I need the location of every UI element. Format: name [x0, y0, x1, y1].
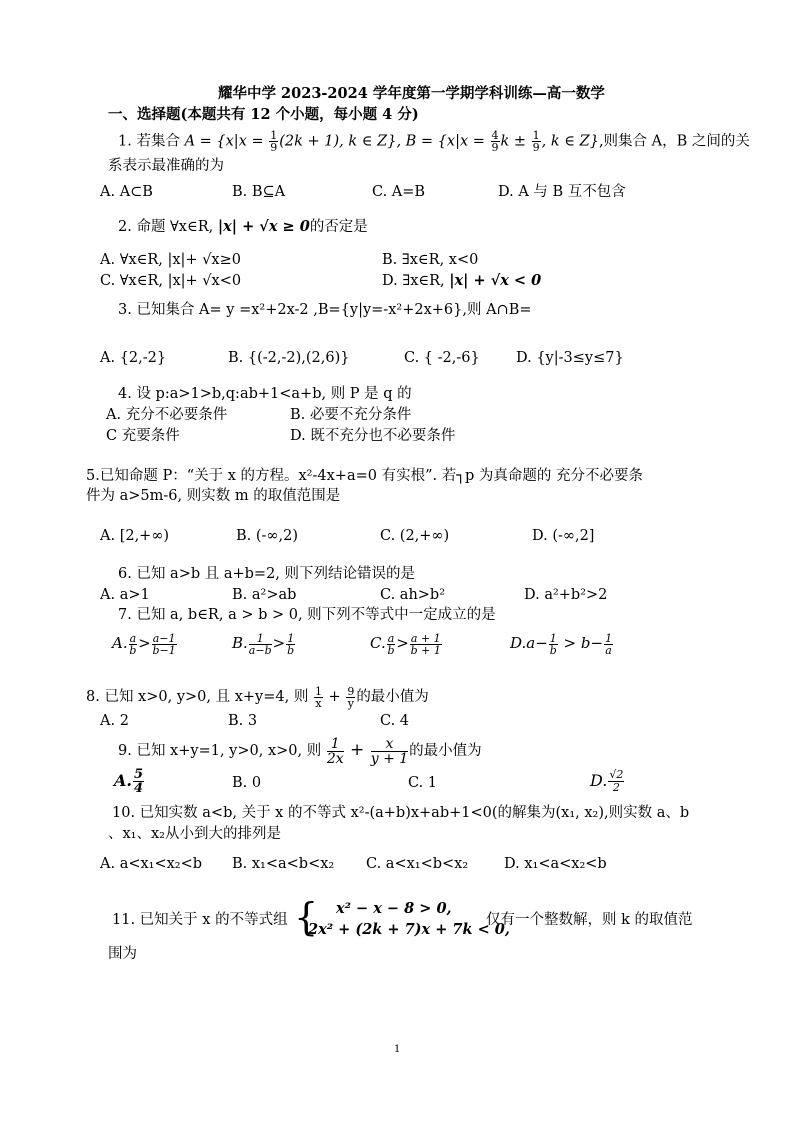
q9-option-a: A. $\frac{5}{4}$	[114, 767, 144, 796]
q5-option-d: D. (-∞,2]	[532, 528, 595, 544]
question-1-line2: 系表示最准确的为	[108, 158, 224, 174]
section-heading: 一、选择题(本题共有 12 个小题，每小题 4 分)	[108, 106, 419, 123]
q3-option-c: C. { -2,-6}	[404, 350, 480, 366]
question-8: 8. 已知 x>0, y>0, 且 x+y=4, 则 $\frac{1}{x}$ + $\frac{9}{y}$ 的最小值为	[86, 684, 429, 710]
q10-option-d: D. x₁<a<x₂<b	[504, 856, 607, 872]
q8-option-a: A. 2	[100, 713, 129, 729]
q3-option-b: B. {(-2,-2),(2,6)}	[228, 350, 350, 366]
q2-option-b: B. ∃x∈R, x<0	[382, 252, 479, 268]
q4-option-a: A. 充分不必要条件	[106, 407, 228, 423]
question-3: 3. 已知集合 A= y =x²+2x-2 ,B={y|y=-x²+2x+6},则 A∩B=	[118, 302, 532, 318]
q5-option-c: C. (2,+∞)	[380, 528, 450, 544]
q9-option-b: B. 0	[232, 775, 262, 791]
q6-option-a: A. a>1	[100, 587, 150, 603]
question-2: 2. 命题 ∀x∈R, |x| + √x ≥ 0的否定是	[118, 218, 368, 235]
question-5: 5.已知命题 P：“关于 x 的方程。x²-4x+a=0 有实根”. 若┐p 为真命题的 充分不必要条	[86, 468, 643, 484]
question-11-line2: 围为	[108, 946, 137, 962]
question-9: 9. 已知 x+y=1, y>0, x>0, 则 $\frac{1}{2x}$ + $\frac{x}{y + 1}$ 的最小值为	[118, 735, 482, 767]
q8-option-c: C. 4	[380, 713, 410, 729]
q5-option-b: B. (-∞,2)	[236, 528, 299, 544]
question-1: 1. 若集合 A = {x|x = $\frac{1}{9}$ (2k + 1), k ∈ Z}, B = {x|x = $\frac{4}{9}$ k ± $\frac{1}{9}$ , k ∈ Z},则集合 A，B 之间的关	[118, 129, 750, 154]
q4-option-d: D. 既不充分也不必要条件	[290, 428, 456, 444]
question-11: 11. 已知关于 x 的不等式组	[112, 912, 288, 928]
q3-option-d: D. {y|-3≤y≤7}	[516, 350, 624, 366]
q8-option-b: B. 3	[228, 713, 258, 729]
system-brace: {	[294, 895, 319, 939]
q1-option-c: C. A=B	[372, 184, 426, 200]
q11-inequality-1: x² − x − 8 > 0,	[336, 900, 452, 917]
q6-option-b: B. a²>ab	[232, 587, 297, 603]
question-4: 4. 设 p:a>1>b,q:ab+1<a+b, 则 P 是 q 的	[118, 386, 412, 402]
question-7: 7. 已知 a, b∈R, a > b > 0, 则下列不等式中一定成立的是	[118, 607, 496, 623]
q2-option-d: D. ∃x∈R, |x| + √x < 0	[382, 272, 542, 289]
q6-option-c: C. ah>b²	[380, 587, 446, 603]
q4-option-b: B. 必要不充分条件	[290, 407, 412, 423]
question-10: 10. 已知实数 a<b, 关于 x 的不等式 x²-(a+b)x+ab+1<0(的解集为(x₁, x₂),则实数 a、b	[112, 805, 690, 821]
q10-option-c: C. a<x₁<b<x₂	[366, 856, 469, 872]
q7-option-c: C. $\frac{a}{b}$ > $\frac{a + 1}{b + 1}$	[370, 631, 441, 657]
q7-option-b: B. $\frac{1}{a-b}$ > $\frac{1}{b}$	[232, 631, 295, 657]
question-6: 6. 已知 a>b 且 a+b=2, 则下列结论错误的是	[118, 566, 416, 582]
q5-option-a: A. [2,+∞)	[100, 528, 170, 544]
q10-option-a: A. a<x₁<x₂<b	[100, 856, 203, 872]
question-5-line2: 件为 a>5m-6, 则实数 m 的取值范围是	[86, 488, 341, 504]
q11-inequality-2: 2x² + (2k + 7)x + 7k < 0,	[308, 921, 510, 938]
question-11-tail: 仅有一个整数解，则 k 的取值范	[486, 912, 693, 928]
question-10-line2: 、x₁、x₂从小到大的排列是	[108, 826, 281, 842]
q7-option-a: A. $\frac{a}{b}$ > $\frac{a-1}{b-1}$	[112, 631, 176, 657]
q1-option-b: B. B⊆A	[232, 184, 286, 200]
q1-option-a: A. A⊂B	[100, 184, 153, 200]
q9-option-d: D. $\frac{√2}{2}$	[590, 768, 624, 794]
page-number: 1	[394, 1044, 401, 1055]
q10-option-b: B. x₁<a<b<x₂	[232, 856, 335, 872]
q2-option-a: A. ∀x∈R, |x|+ √x≥0	[100, 252, 241, 268]
q9-option-c: C. 1	[408, 775, 438, 791]
q6-option-d: D. a²+b²>2	[524, 587, 608, 603]
q3-option-a: A. {2,-2}	[100, 350, 167, 366]
q4-option-c: C 充要条件	[106, 428, 180, 444]
page-title: 耀华中学 2023-2024 学年度第一学期学科训练—高一数学	[218, 85, 605, 102]
q7-option-d: D.a− $\frac{1}{b}$ > b− $\frac{1}{a}$	[510, 631, 613, 657]
q1-option-d: D. A 与 B 互不包含	[498, 184, 626, 200]
q2-option-c: C. ∀x∈R, |x|+ √x<0	[100, 273, 242, 289]
